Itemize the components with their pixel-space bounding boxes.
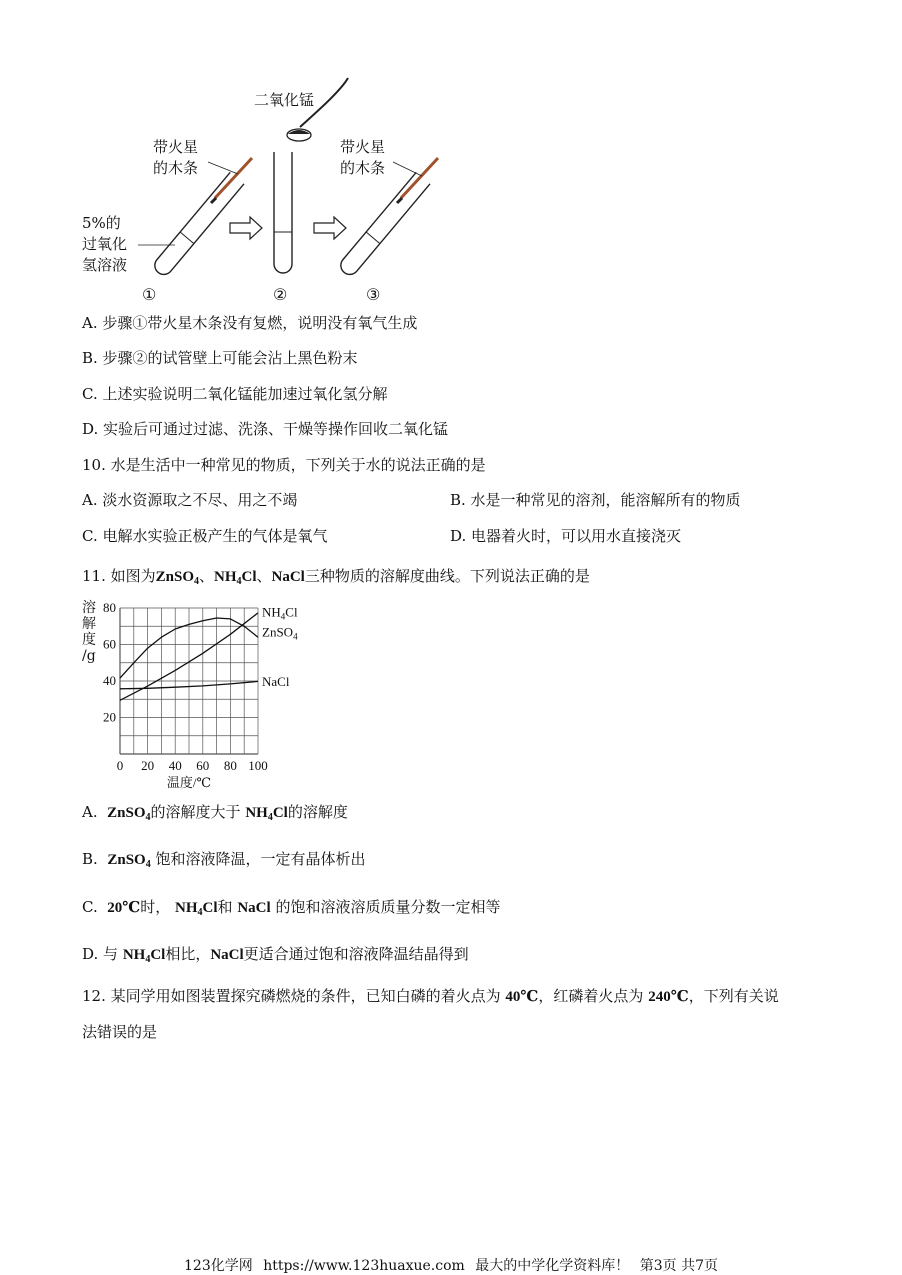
formula-part: Cl	[241, 569, 257, 585]
option-text: 相比，	[165, 945, 211, 963]
q11-option-d	[82, 944, 469, 970]
option-letter: D. 与	[82, 945, 119, 963]
formula-nh4cl: NH	[245, 805, 268, 821]
option-text: 饱和溶液降温，一定有晶体析出	[155, 850, 366, 868]
subscript: 4	[197, 907, 203, 918]
option-text: 和	[217, 898, 233, 916]
separator: 、	[198, 567, 214, 585]
q12-text: 12. 某同学用如图装置探究磷燃烧的条件，已知白磷的着火点为	[82, 987, 501, 1005]
label-solution-c: 氢溶液	[82, 256, 128, 274]
q11-stem-suffix: 三种物质的溶解度曲线。下列说法正确的是	[304, 567, 590, 585]
label-glowing-stick-2a: 带火星	[340, 138, 386, 156]
formula-znso4: ZnSO	[107, 852, 146, 868]
y-label-char: /g	[82, 648, 96, 664]
page-footer	[0, 1255, 902, 1275]
x-tick-label: 80	[223, 758, 237, 773]
option-text: 的溶解度大于	[150, 803, 241, 821]
subscript: 4	[267, 812, 273, 823]
subscript: 4	[236, 576, 242, 587]
label-glowing-stick-1a: 带火星	[153, 138, 199, 156]
formula-part: Cl	[150, 947, 166, 963]
temperature: 20℃	[107, 900, 141, 916]
test-tube-2	[274, 152, 292, 273]
option-text: 的饱和溶液溶质质量分数一定相等	[275, 898, 501, 916]
q10-stem: 10. 水是生活中一种常见的物质，下列关于水的说法正确的是	[82, 456, 486, 474]
arrow-right-icon	[314, 217, 346, 239]
y-label-char: 溶	[82, 600, 96, 616]
x-tick-label: 60	[196, 758, 210, 773]
formula-nh4cl: NH	[175, 900, 198, 916]
y-label-char: 解	[82, 616, 96, 632]
formula-nacl: NaCl	[210, 947, 244, 963]
q10-option-b: B. 水是一种常见的溶剂，能溶解所有的物质	[450, 491, 741, 509]
option-letter: C.	[82, 898, 98, 916]
chart-x-label: 温度/℃	[166, 775, 212, 790]
q12-stem-line2: 法错误的是	[82, 1023, 158, 1041]
option-letter: B.	[82, 850, 98, 868]
footer-url[interactable]: https://www.123huaxue.com	[263, 1258, 465, 1274]
option-text: 的溶解度	[287, 803, 348, 821]
formula-part: Cl	[202, 900, 218, 916]
subscript: 4	[145, 812, 151, 823]
formula-nh4cl: NH	[122, 947, 146, 963]
formula-znso4: ZnSO	[155, 569, 194, 585]
label-solution-a: 5%的	[82, 214, 121, 232]
formula-znso4: ZnSO	[107, 805, 146, 821]
temperature: 240℃	[648, 989, 689, 1005]
subscript: 4	[145, 859, 151, 870]
x-tick-label: 0	[116, 758, 124, 773]
q11-stem-prefix: 11. 如图为	[82, 567, 156, 585]
step-label-1: ①	[142, 285, 157, 304]
subscript: 4	[145, 954, 151, 965]
separator: 、	[256, 567, 272, 585]
option-text: 更适合通过饱和溶液降温结晶得到	[243, 945, 469, 963]
q10-option-a: A. 淡水资源取之不尽、用之不竭	[82, 491, 298, 509]
q10-option-c: C. 电解水实验正极产生的气体是氧气	[82, 527, 328, 545]
q9-option-a: A. 步骤①带火星木条没有复燃，说明没有氧气生成	[82, 314, 418, 332]
temperature: 40℃	[505, 989, 539, 1005]
subscript: 4	[193, 576, 199, 587]
q9-option-b: B. 步骤②的试管壁上可能会沾上黑色粉末	[82, 349, 358, 367]
arrow-right-icon	[230, 217, 262, 239]
label-glowing-stick-2b: 的木条	[340, 159, 386, 177]
formula-nh4cl: NH	[214, 569, 237, 585]
y-tick-label: 80	[103, 600, 116, 615]
series-label-znso4: ZnSO$_4$	[262, 624, 298, 642]
series-label-nh4cl: $NH_4Cl$	[262, 604, 298, 622]
footer-slogan: 最大的中学化学资料库！	[475, 1258, 630, 1274]
x-tick-label: 100	[248, 758, 268, 773]
footer-page-number: 第3页 共7页	[639, 1258, 718, 1274]
label-glowing-stick-1b: 的木条	[153, 159, 199, 177]
q11-stem	[82, 566, 590, 592]
formula-part: Cl	[272, 805, 288, 821]
q12-text: ，红磷着火点为	[538, 987, 644, 1005]
q11-option-a	[82, 802, 348, 828]
q11-option-b	[82, 849, 366, 875]
y-tick-label: 20	[103, 709, 116, 725]
step-label-2: ②	[273, 285, 288, 304]
y-tick-label: 60	[103, 636, 116, 652]
q12-text: ，下列有关说	[688, 987, 779, 1005]
q9-option-d: D. 实验后可通过过滤、洗涤、干燥等操作回收二氧化锰	[82, 420, 449, 438]
q10-option-d: D. 电器着火时，可以用水直接浇灭	[450, 527, 682, 545]
test-tube-3	[337, 172, 430, 278]
q12-stem-line1	[82, 986, 779, 1007]
footer-site: 123化学网	[184, 1258, 253, 1274]
formula-nacl: NaCl	[237, 900, 271, 916]
y-tick-label: 40	[103, 673, 116, 688]
label-solution-b: 过氧化	[82, 235, 128, 253]
chart-svg	[80, 598, 320, 798]
series-label-nacl: NaCl	[262, 674, 290, 689]
option-text: 时，	[140, 898, 171, 916]
x-tick-label: 20	[141, 758, 155, 773]
formula-nacl: NaCl	[271, 569, 305, 585]
x-tick-label: 40	[168, 758, 182, 773]
q9-option-c: C. 上述实验说明二氧化锰能加速过氧化氢分解	[82, 385, 388, 403]
step-label-3: ③	[366, 285, 381, 304]
label-manganese-dioxide: 二氧化锰	[254, 91, 315, 109]
y-label-char: 度	[82, 632, 96, 648]
option-letter: A.	[82, 803, 98, 821]
q11-option-c	[82, 897, 500, 923]
